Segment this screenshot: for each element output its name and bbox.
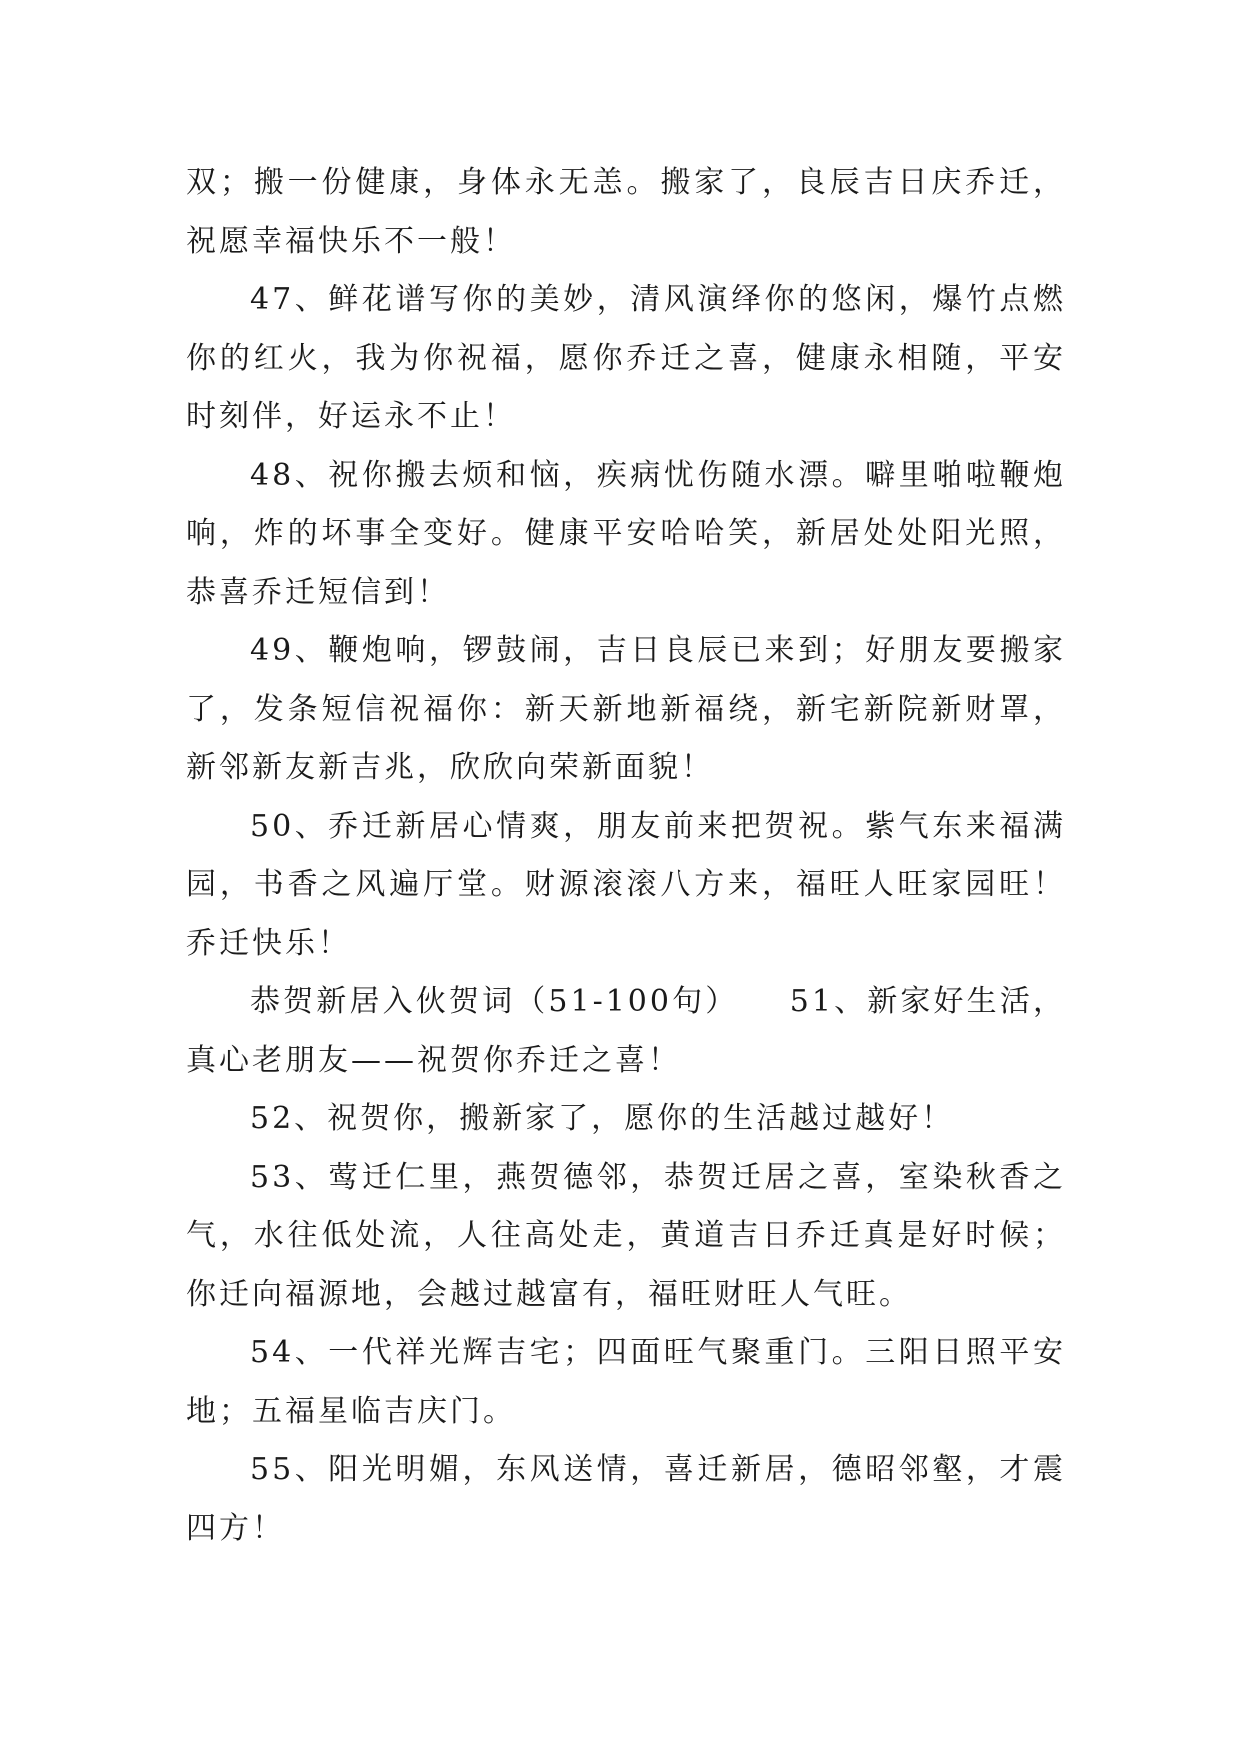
paragraph-52: 52、祝贺你，搬新家了，愿你的生活越过越好！ [250, 1101, 955, 1136]
paragraph-47: 47、鲜花谱写你的美妙，清风演绎你的悠闲，爆竹点燃你的红火，我为你祝福，愿你乔迁之喜，健康永相随，平安时刻伴，好运永不止！ [186, 282, 1066, 434]
paragraph-53: 53、莺迁仁里，燕贺德邻，恭贺迁居之喜，室染秋香之气，水往低处流，人往高处走，黄道吉日乔迁真是好时候；你迁向福源地，会越过越富有，福旺财旺人气旺。 [186, 1159, 1066, 1312]
paragraph-49: 49、鞭炮响，锣鼓闹，吉日良辰已来到；好朋友要搬家了，发条短信祝福你：新天新地新福绕，新宅新院新财罩，新邻新友新吉兆，欣欣向荣新面貌！ [186, 633, 1066, 785]
paragraph-54: 54、一代祥光辉吉宅；四面旺气聚重门。三阳日照平安地；五福星临吉庆门。 [186, 1335, 1066, 1429]
paragraph-continuation: 双；搬一份健康，身体永无恙。搬家了，良辰吉日庆乔迁，祝愿幸福快乐不一般！ [186, 165, 1066, 259]
paragraph-section-heading-51: 恭贺新居入伙贺词（51-100句） 51、新家好生活，真心老朋友——祝贺你乔迁之喜！ [186, 984, 1066, 1078]
paragraph-50: 50、乔迁新居心情爽，朋友前来把贺祝。紫气东来福满园，书香之风遍厅堂。财源滚滚八方来，福旺人旺家园旺！乔迁快乐！ [186, 808, 1066, 961]
paragraph-48: 48、祝你搬去烦和恼，疾病忧伤随水漂。噼里啪啦鞭炮响，炸的坏事全变好。健康平安哈哈笑，新居处处阳光照，恭喜乔迁短信到！ [186, 457, 1066, 610]
paragraph-55: 55、阳光明媚，东风送情，喜迁新居，德昭邻壑，才震四方！ [186, 1452, 1066, 1546]
document-page [186, 154, 1066, 1558]
